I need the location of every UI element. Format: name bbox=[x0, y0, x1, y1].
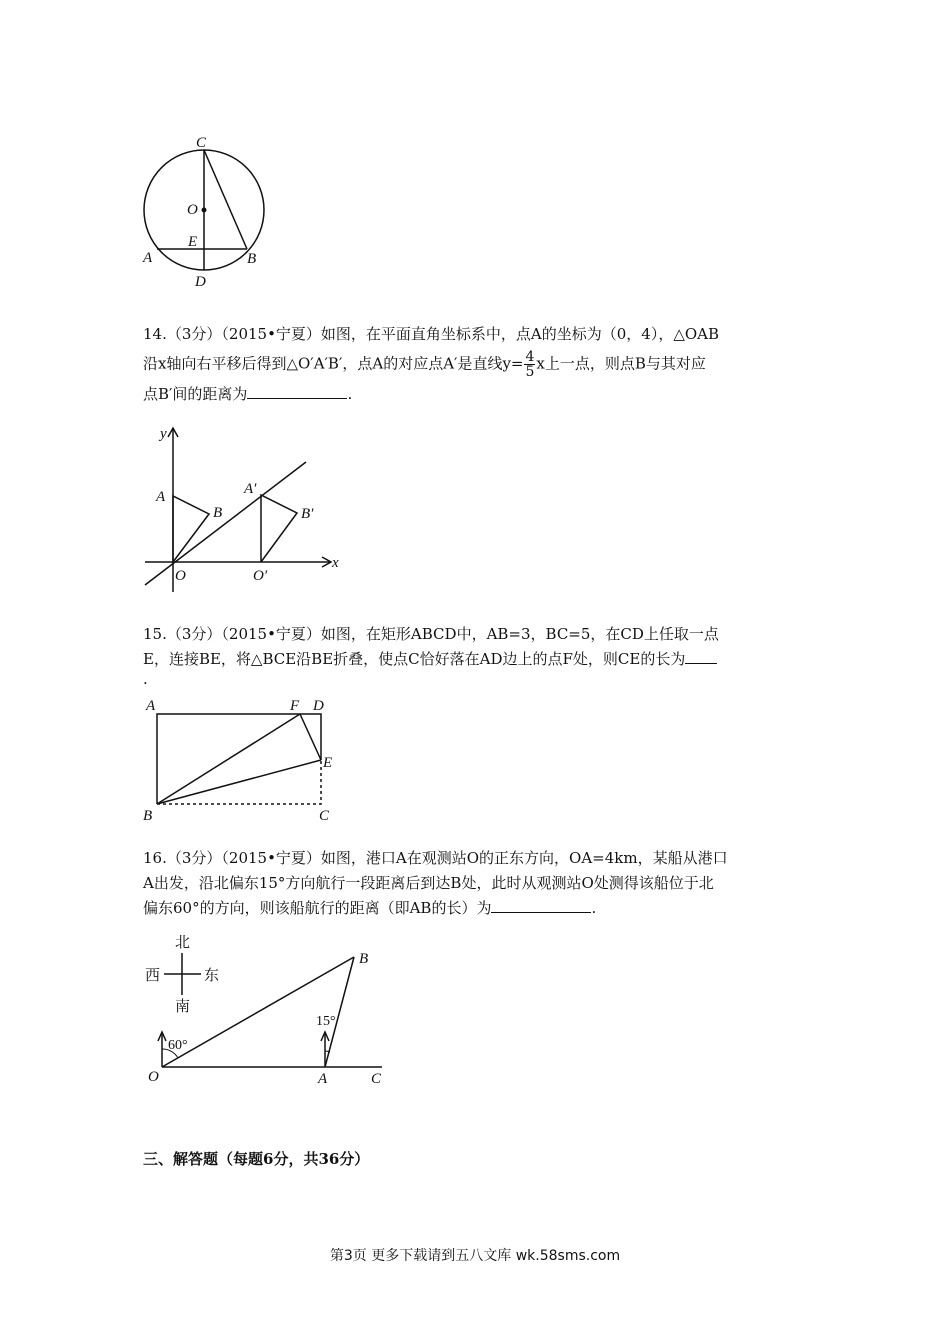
q15-number: 15. bbox=[143, 625, 167, 643]
label-c: C bbox=[196, 135, 207, 151]
label-a: A bbox=[318, 1071, 328, 1087]
q16-number: 16. bbox=[143, 849, 167, 867]
q15-line3 bbox=[143, 672, 808, 686]
label-o-prime: O′ bbox=[253, 568, 268, 584]
triangle-oab bbox=[173, 496, 209, 562]
q14-text2b: x上一点，则点B与其对应 bbox=[536, 354, 706, 373]
q16-line3 bbox=[143, 896, 808, 921]
q14-line2 bbox=[143, 350, 808, 379]
fraction-denominator: 5 bbox=[525, 364, 535, 380]
q14-text2a: 沿x轴向右平移后得到△O′A′B′，点A的对应点A′是直线y= bbox=[143, 354, 524, 373]
q14-text3: 点B′间的距离为 bbox=[143, 385, 248, 403]
label-o: O bbox=[175, 568, 186, 584]
label-a: A bbox=[156, 489, 166, 505]
q15-text1: （3分）（2015•宁夏）如图，在矩形ABCD中，AB=3，BC=5，在CD上任取一点 bbox=[166, 625, 719, 643]
q15-line2 bbox=[143, 647, 808, 672]
label-a-prime: A′ bbox=[244, 481, 257, 497]
label-c: C bbox=[371, 1071, 382, 1087]
label-a: A bbox=[146, 698, 156, 714]
compass-north: 北 bbox=[175, 933, 191, 951]
label-o: O bbox=[148, 1069, 159, 1085]
question-14 bbox=[143, 322, 808, 407]
segment-fe bbox=[300, 714, 321, 760]
rectangle-abcd-solid bbox=[157, 714, 321, 804]
angle-label-60: 60° bbox=[168, 1038, 188, 1053]
label-b: B bbox=[359, 951, 369, 967]
q15-end: . bbox=[143, 670, 148, 688]
segment-cb bbox=[204, 150, 247, 249]
question-16 bbox=[143, 846, 808, 921]
label-e: E bbox=[323, 755, 333, 771]
answer-blank-15[interactable] bbox=[685, 647, 717, 664]
label-o: O bbox=[187, 202, 198, 218]
label-e: E bbox=[188, 234, 198, 250]
label-a: A bbox=[143, 250, 153, 266]
compass-east: 东 bbox=[204, 966, 220, 984]
label-d: D bbox=[313, 698, 324, 714]
figure-circle bbox=[130, 128, 280, 293]
q16-text2: A出发，沿北偏东15°方向航行一段距离后到达B处，此时从观测站O处测得该船位于北 bbox=[143, 874, 714, 892]
section-heading: 三、解答题（每题6分，共36分） bbox=[143, 1150, 370, 1168]
answer-blank-16[interactable] bbox=[491, 896, 591, 913]
figure-rectangle bbox=[140, 694, 345, 824]
q16-text3a: 偏东60°的方向，则该船航行的距离（即AB的长）为 bbox=[143, 899, 492, 917]
q16-end: . bbox=[591, 899, 597, 917]
q14-line1 bbox=[143, 322, 808, 347]
label-d: D bbox=[195, 274, 206, 290]
q16-text1: （3分）（2015•宁夏）如图，港口A在观测站O的正东方向，OA=4km，某船从港口 bbox=[166, 849, 728, 867]
q16-line2 bbox=[143, 871, 808, 896]
page-footer: 第3页 更多下载请到五八文库 wk.58sms.com bbox=[329, 1248, 621, 1264]
fraction-four-fifths bbox=[524, 350, 535, 379]
q15-text2: E，连接BE，将△BCE沿BE折叠，使点C恰好落在AD边上的点F处，则CE的长为 bbox=[143, 650, 686, 668]
label-b: B bbox=[143, 808, 153, 824]
segment-be bbox=[157, 760, 321, 804]
label-b: B bbox=[247, 251, 257, 267]
question-15 bbox=[143, 622, 808, 686]
figure-bearing bbox=[140, 930, 390, 1090]
compass-south: 南 bbox=[175, 997, 191, 1015]
q14-text1: （3分）（2015•宁夏）如图，在平面直角坐标系中，点A的坐标为（0，4），△OAB bbox=[166, 325, 720, 343]
q16-line1 bbox=[143, 846, 808, 871]
triangle-oab-translated bbox=[261, 495, 297, 562]
answer-blank-14[interactable] bbox=[247, 382, 347, 399]
center-dot bbox=[202, 208, 207, 213]
segment-ab bbox=[325, 957, 354, 1067]
angle-label-15: 15° bbox=[316, 1014, 336, 1029]
segment-bf bbox=[157, 714, 300, 804]
line-y-4-5x bbox=[145, 462, 306, 585]
label-x: x bbox=[332, 555, 339, 571]
label-y: y bbox=[160, 426, 167, 442]
q14-end: . bbox=[347, 385, 353, 403]
label-c: C bbox=[319, 808, 330, 824]
label-b: B bbox=[213, 505, 223, 521]
q15-line1 bbox=[143, 622, 808, 647]
fraction-numerator: 4 bbox=[525, 349, 535, 365]
label-f: F bbox=[290, 698, 300, 714]
figure-coordinate-plane bbox=[138, 422, 348, 592]
label-b-prime: B′ bbox=[301, 506, 314, 522]
compass-west: 西 bbox=[145, 966, 161, 984]
q14-number: 14. bbox=[143, 325, 167, 343]
q14-line3 bbox=[143, 382, 808, 407]
